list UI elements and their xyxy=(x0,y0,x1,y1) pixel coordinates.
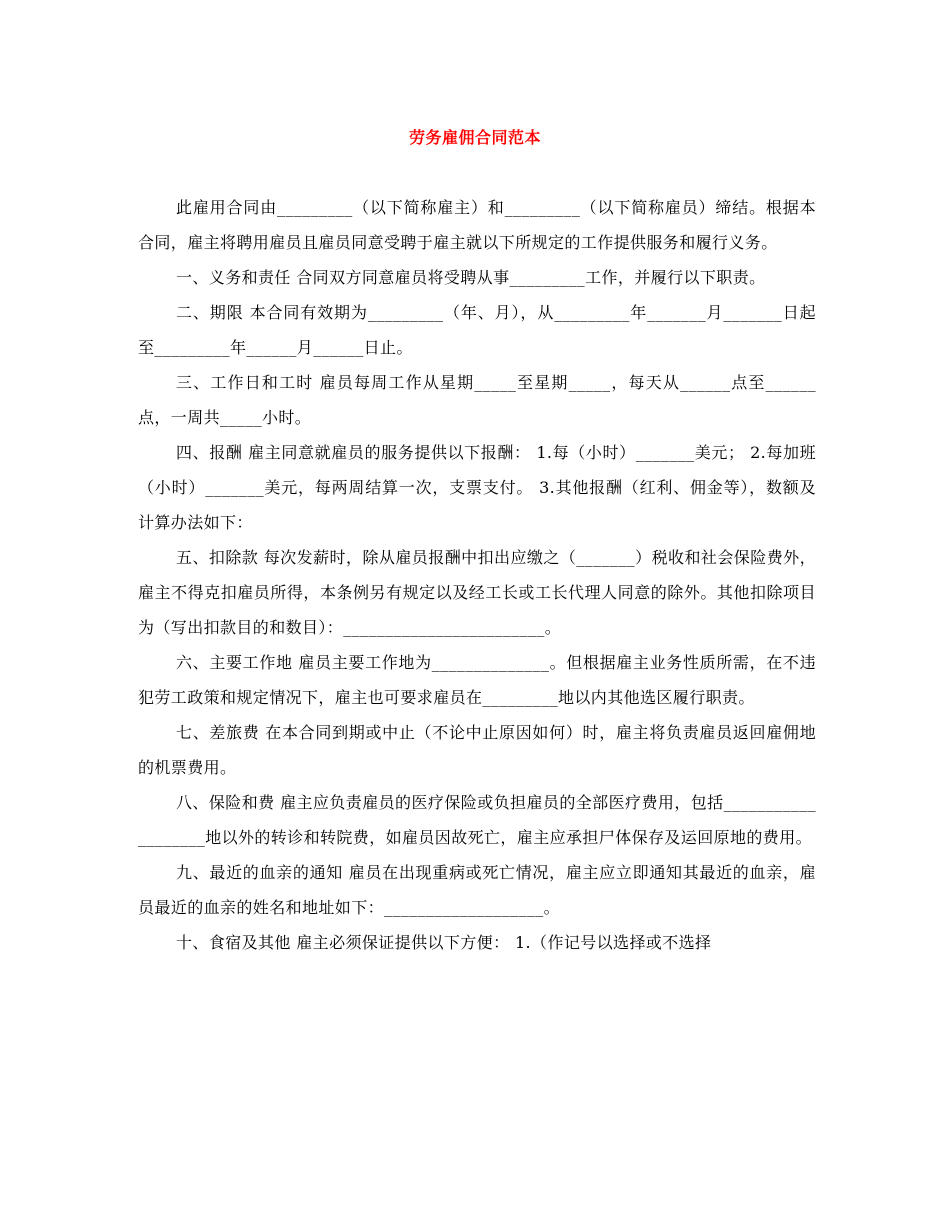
paragraph-clause-8: 八、保险和费 雇主应负责雇员的医疗保险或负担雇员的全部医疗费用，包括___________________地以外的转诊和转院费，如雇员因故死亡，雇主应承担尸体保存及运回原地的费用。 xyxy=(138,793,816,847)
paragraph-clause-7: 七、差旅费 在本合同到期或中止（不论中止原因如何）时，雇主将负责雇员返回雇佣地的机票费用。 xyxy=(138,723,816,777)
paragraph-clause-5: 五、扣除款 每次发薪时，除从雇员报酬中扣出应缴之（_______）税收和社会保险费外，雇主不得克扣雇员所得，本条例另有规定以及经工长或工长代理人同意的除外。其他扣除项目为（写出扣款目的和数目）：________________________。 xyxy=(138,548,816,637)
paragraph-clause-2: 二、期限 本合同有效期为_________（年、月），从_________年_______月_______日起至_________年______月______日止。 xyxy=(138,303,816,357)
document-body xyxy=(138,190,816,960)
paragraph-clause-4: 四、报酬 雇主同意就雇员的服务提供以下报酬： 1.每（小时）_______美元； 2.每加班（小时）_______美元，每两周结算一次，支票支付。 3.其他报酬（红利、佣金等），数额及计算办法如下： xyxy=(138,443,816,532)
paragraph-clause-3: 三、工作日和工时 雇员每周工作从星期_____至星期_____，每天从______点至______点，一周共_____小时。 xyxy=(138,373,816,427)
paragraph-clause-9: 九、最近的血亲的通知 雇员在出现重病或死亡情况，雇主应立即通知其最近的血亲，雇员最近的血亲的姓名和地址如下：___________________。 xyxy=(138,863,816,917)
paragraph-clause-1: 一、义务和责任 合同双方同意雇员将受聘从事_________工作，并履行以下职责。 xyxy=(176,268,766,287)
paragraph-intro: 此雇用合同由_________（以下简称雇主）和_________（以下简称雇员）缔结。根据本合同，雇主将聘用雇员且雇员同意受聘于雇主就以下所规定的工作提供服务和履行义务。 xyxy=(138,198,816,252)
document-title: 劳务雇佣合同范本 xyxy=(408,128,541,147)
paragraph-clause-6: 六、主要工作地 雇员主要工作地为______________。但根据雇主业务性质所需，在不违犯劳工政策和规定情况下，雇主也可要求雇员在_________地以内其他选区履行职责。 xyxy=(138,653,816,707)
paragraph-clause-10: 十、食宿及其他 雇主必须保证提供以下方便： 1.（作记号以选择或不选择 xyxy=(176,933,712,952)
